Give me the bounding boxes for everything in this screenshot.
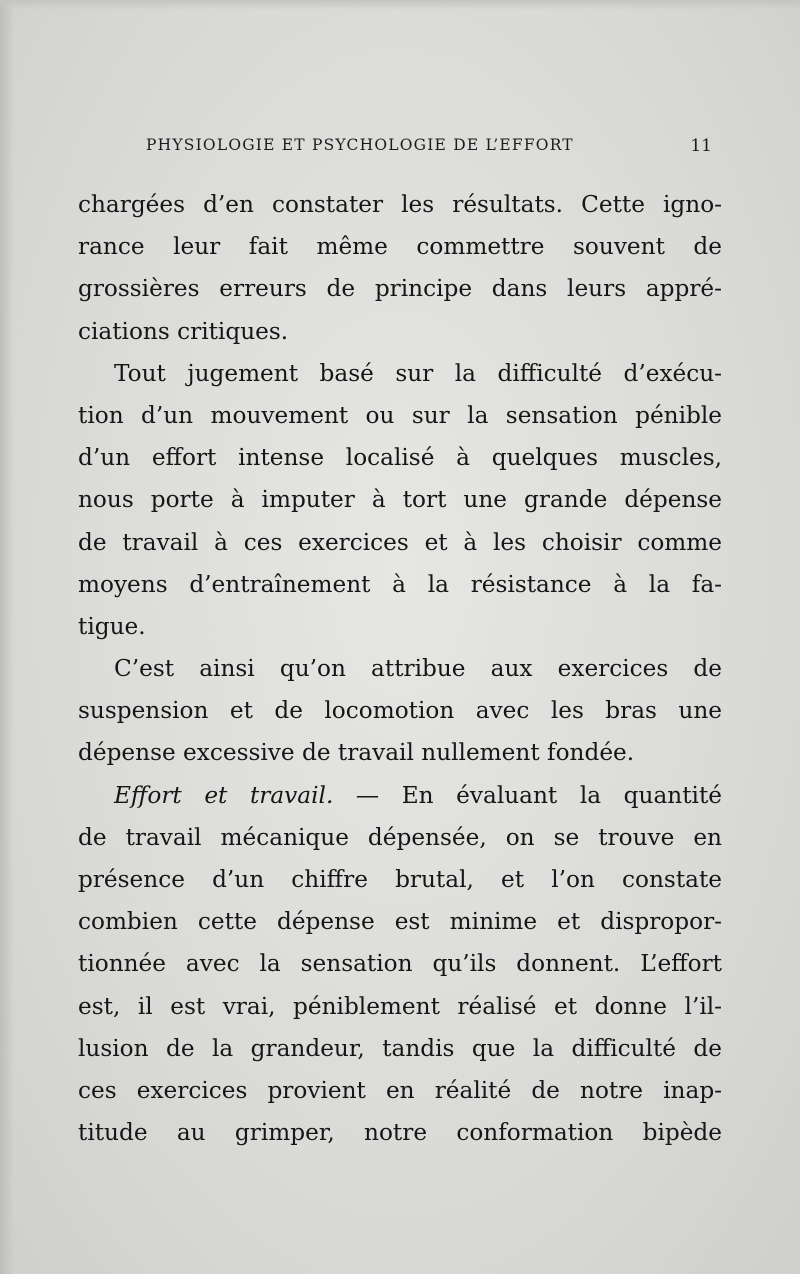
text-line: C’est ainsi qu’on attribue aux exercices de <box>114 655 722 683</box>
running-title: PHYSIOLOGIE ET PSYCHOLOGIE DE L’EFFORT <box>146 136 574 154</box>
text-line: grossières erreurs de principe dans leurs appré- <box>78 275 722 303</box>
text-line: chargées d’en constater les résultats. Cette igno- <box>78 191 722 218</box>
text-line: de travail à ces exercices et à les choisir comme <box>78 528 722 556</box>
text-line: tigue. <box>78 612 146 640</box>
body-text <box>78 184 722 1154</box>
text-line: lusion de la grandeur, tandis que la difficulté de <box>78 1034 722 1062</box>
text-run: — En évaluant la quantité <box>355 781 722 809</box>
text-line: rance leur fait même commettre souvent de <box>78 233 722 261</box>
page-number: 11 <box>690 136 712 156</box>
text-line: ces exercices provient en réalité de notre inap- <box>78 1076 722 1104</box>
text-line: moyens d’entraînement à la résistance à la fa- <box>78 570 722 598</box>
text-line: titude au grimper, notre conformation bipède <box>78 1119 722 1147</box>
running-header <box>78 132 722 162</box>
page-top-shadow <box>0 0 800 10</box>
text-line: de travail mécanique dépensée, on se trouve en <box>78 823 722 851</box>
text-line: ciations critiques. <box>78 317 289 345</box>
text-line: tionnée avec la sensation qu’ils donnent. L’effort <box>78 950 722 978</box>
text-line: tion d’un mouvement ou sur la sensation pénible <box>78 401 722 429</box>
text-line: d’un effort intense localisé à quelques muscles, <box>78 444 722 472</box>
text-line: présence d’un chiffre brutal, et l’on constate <box>78 866 722 893</box>
section-heading: Effort et travail. <box>114 781 334 809</box>
text-line-with-heading <box>78 775 722 817</box>
text-line: Tout jugement basé sur la difficulté d’exécu- <box>114 359 722 387</box>
page-edge-shadow <box>0 0 14 1274</box>
text-line: combien cette dépense est minime et dispropor- <box>78 908 722 936</box>
text-line: nous porte à imputer à tort une grande dépense <box>78 486 722 514</box>
text-line: suspension et de locomotion avec les bras une <box>78 697 722 725</box>
text-line: dépense excessive de travail nullement fondée. <box>78 739 635 767</box>
text-line: est, il est vrai, péniblement réalisé et donne l’il- <box>78 992 722 1020</box>
